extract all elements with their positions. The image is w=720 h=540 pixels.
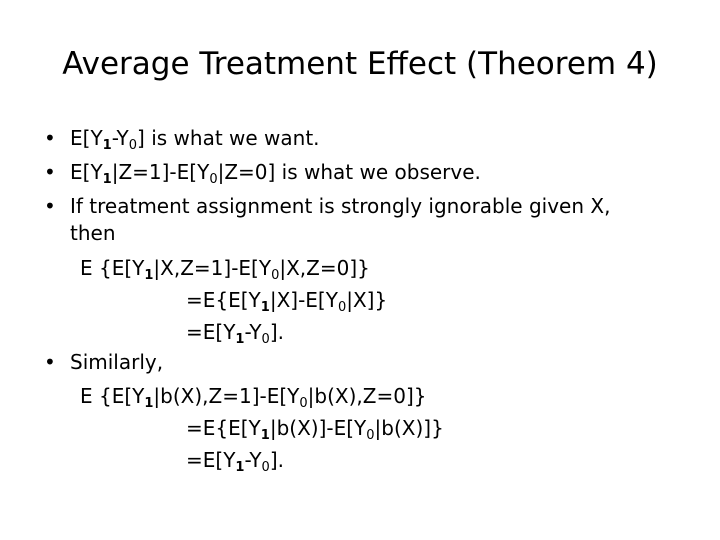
equation-line	[186, 320, 284, 347]
eq-text: =E[Y	[186, 320, 236, 344]
subscript: 0	[261, 332, 270, 347]
bullet-2	[70, 160, 481, 187]
bullet-1	[70, 126, 320, 153]
eq-text: ].	[269, 320, 284, 344]
eq-text: |b(X)]}	[374, 416, 444, 440]
eq-text: |b(X),Z=0]}	[307, 384, 427, 408]
subscript: 1	[144, 396, 154, 411]
slide-title: Average Treatment Effect (Theorem 4)	[62, 46, 658, 82]
bullet-3-continuation: then	[70, 221, 116, 245]
equation-line	[186, 416, 444, 443]
bullet-text: E[Y	[70, 126, 103, 150]
equation-line	[186, 288, 388, 315]
eq-text: ].	[269, 448, 284, 472]
subscript: 0	[261, 460, 270, 475]
eq-text: -Y	[244, 320, 262, 344]
subscript: 1	[260, 300, 270, 315]
bullet-text: ] is what we want.	[137, 126, 320, 150]
bullet-4	[70, 350, 163, 374]
equation-line	[80, 256, 370, 283]
eq-text: |b(X)]-E[Y	[269, 416, 367, 440]
eq-text: |b(X),Z=1]-E[Y	[153, 384, 300, 408]
bullet-text: E[Y	[70, 160, 103, 184]
bullet-text: |Z=0] is what we observe.	[217, 160, 481, 184]
eq-text: -Y	[244, 448, 262, 472]
eq-text: =E[Y	[186, 448, 236, 472]
subscript: 1	[235, 332, 245, 347]
subscript: 1	[102, 138, 112, 153]
bullet-text: -Y	[111, 126, 129, 150]
bullet-text: If treatment assignment is strongly ignorable given X,	[70, 194, 611, 218]
subscript: 1	[102, 172, 112, 187]
eq-text: |X,Z=1]-E[Y	[153, 256, 272, 280]
bullet-3	[70, 194, 610, 218]
eq-text: E {E[Y	[80, 384, 145, 408]
eq-text: =E{E[Y	[186, 288, 261, 312]
eq-text: |X,Z=0]}	[279, 256, 370, 280]
eq-text: E {E[Y	[80, 256, 145, 280]
eq-text: |X]}	[346, 288, 388, 312]
eq-text: =E{E[Y	[186, 416, 261, 440]
bullet-text: |Z=1]-E[Y	[111, 160, 210, 184]
subscript: 1	[260, 428, 270, 443]
subscript: 0	[366, 428, 375, 443]
subscript: 1	[235, 460, 245, 475]
subscript: 0	[128, 138, 138, 153]
subscript: 0	[209, 172, 218, 187]
subscript: 1	[144, 268, 154, 283]
subscript: 0	[271, 268, 280, 283]
subscript: 0	[337, 300, 347, 315]
bullet-text: Similarly,	[70, 350, 164, 374]
eq-text: |X]-E[Y	[269, 288, 338, 312]
subscript: 0	[299, 396, 308, 411]
equation-line	[80, 384, 427, 411]
equation-line	[186, 448, 284, 475]
